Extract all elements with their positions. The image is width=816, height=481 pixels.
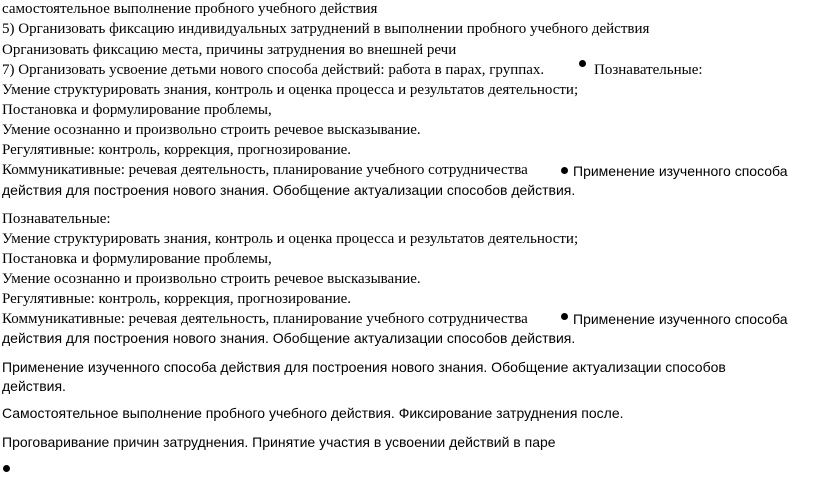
text-line: Коммуникативные: речевая деятельность, планирование учебного сотрудничества xyxy=(2,162,528,178)
text-line: самостоятельное выполнение пробного учебного действия xyxy=(2,1,378,17)
text-line: Проговаривание причин затруднения. Принятие участия в усвоении действий в паре xyxy=(2,434,556,450)
text-line: Умение осознанно и произвольно строить речевое высказывание. xyxy=(2,271,421,287)
section-heading: Познавательные: xyxy=(2,211,111,227)
text-line: Организовать фиксацию места, причины затруднения во внешней речи xyxy=(2,42,457,58)
bullet-icon xyxy=(561,313,568,320)
text-line: Постановка и формулирование проблемы, xyxy=(2,102,272,118)
text-line: Самостоятельное выполнение пробного учебного действия. Фиксирование затруднения после. xyxy=(2,405,624,421)
text-line: действия. xyxy=(2,378,66,394)
bullet-icon xyxy=(561,167,568,174)
text-line: Коммуникативные: речевая деятельность, планирование учебного сотрудничества xyxy=(2,311,528,327)
text-line: Применение изученного способа действия для построения нового знания. Обобщение актуализации способов xyxy=(2,359,726,375)
text-line: Умение структурировать знания, контроль и оценка процесса и результатов деятельности; xyxy=(2,231,579,247)
text-line: Постановка и формулирование проблемы, xyxy=(2,251,272,267)
bullet-icon xyxy=(579,60,586,67)
text-line: Умение структурировать знания, контроль и оценка процесса и результатов деятельности; xyxy=(2,82,579,98)
text-line: действия для построения нового знания. Обобщение актуализации способов действия. xyxy=(2,330,576,346)
text-line: 7) Организовать усвоение детьми нового способа действий: работа в парах, группах. xyxy=(2,62,545,78)
text-line: 5) Организовать фиксацию индивидуальных затруднений в выполнении пробного учебного действия xyxy=(2,21,650,37)
text-line: Умение осознанно и произвольно строить речевое высказывание. xyxy=(2,122,421,138)
bullet-icon xyxy=(3,465,10,472)
text-line: действия для построения нового знания. Обобщение актуализации способов действия. xyxy=(2,182,576,198)
text-line: Регулятивные: контроль, коррекция, прогнозирование. xyxy=(2,291,352,307)
text-line: Применение изученного способа xyxy=(573,311,788,327)
text-line: Регулятивные: контроль, коррекция, прогнозирование. xyxy=(2,142,352,158)
section-heading: Познавательные: xyxy=(594,62,703,78)
text-line: Применение изученного способа xyxy=(573,163,788,179)
